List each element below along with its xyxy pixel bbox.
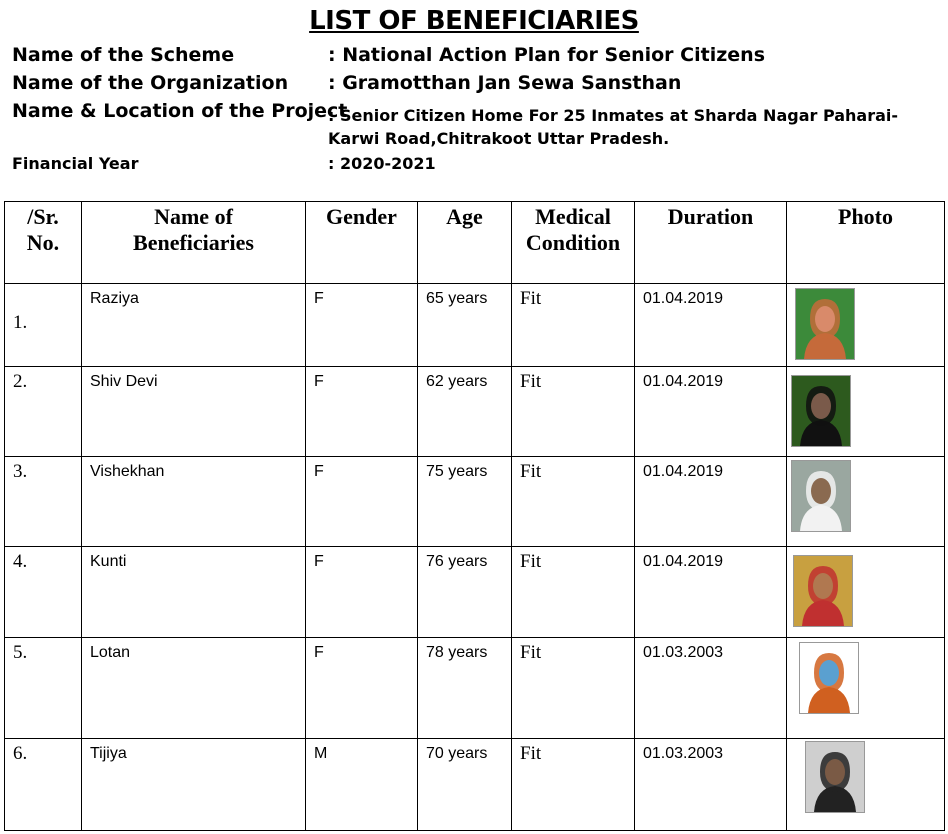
scheme-value: : National Action Plan for Senior Citizens: [328, 44, 765, 66]
header-gender: Gender: [306, 202, 418, 284]
header-age: Age: [418, 202, 512, 284]
duration-text: 01.04.2019: [643, 553, 724, 570]
sr-cell: [5, 457, 82, 547]
table-row: [5, 547, 945, 638]
scheme-row: [12, 44, 942, 72]
table-row: [5, 457, 945, 547]
table-row: [5, 367, 945, 457]
project-row: [12, 100, 942, 154]
sr-text: 5.: [13, 642, 28, 663]
organization-row: [12, 72, 942, 100]
age-text: 65 years: [426, 290, 488, 307]
photo-cell: [787, 367, 945, 457]
name-cell: [82, 638, 306, 739]
age-text: 70 years: [426, 745, 488, 762]
gender-text: F: [314, 644, 324, 661]
duration-cell: [635, 547, 787, 638]
age-cell: [418, 457, 512, 547]
duration-text: 01.04.2019: [643, 290, 724, 307]
beneficiary-photo: [795, 288, 855, 360]
beneficiary-photo: [805, 741, 865, 813]
age-cell: [418, 284, 512, 367]
medical-condition-cell: [512, 739, 635, 831]
medical-condition-text: Fit: [520, 288, 542, 309]
table-row: [5, 739, 945, 831]
gender-cell: [306, 367, 418, 457]
gender-text: M: [314, 745, 328, 762]
gender-text: F: [314, 290, 324, 307]
photo-cell: [787, 739, 945, 831]
table-row: [5, 638, 945, 739]
sr-cell: [5, 367, 82, 457]
name-text: Kunti: [90, 553, 127, 570]
sr-cell: [5, 284, 82, 367]
header-medical-condition: Medical Condition: [512, 202, 635, 284]
gender-cell: [306, 739, 418, 831]
name-text: Shiv Devi: [90, 373, 158, 390]
medical-condition-text: Fit: [520, 371, 542, 392]
organization-value: : Gramotthan Jan Sewa Sansthan: [328, 72, 682, 94]
organization-label: Name of the Organization: [12, 72, 289, 94]
gender-text: F: [314, 373, 324, 390]
photo-cell: [787, 457, 945, 547]
beneficiary-photo: [791, 375, 851, 447]
age-cell: [418, 547, 512, 638]
duration-cell: [635, 739, 787, 831]
duration-text: 01.04.2019: [643, 463, 724, 480]
name-cell: [82, 547, 306, 638]
gender-text: F: [314, 553, 324, 570]
gender-cell: [306, 547, 418, 638]
sr-cell: [5, 638, 82, 739]
sr-cell: [5, 739, 82, 831]
gender-cell: [306, 284, 418, 367]
medical-condition-cell: [512, 457, 635, 547]
medical-condition-text: Fit: [520, 743, 542, 764]
photo-cell: [787, 284, 945, 367]
header-photo: Photo: [787, 202, 945, 284]
medical-condition-text: Fit: [520, 461, 542, 482]
duration-cell: [635, 367, 787, 457]
sr-text: 6.: [13, 743, 28, 764]
duration-text: 01.03.2003: [643, 644, 724, 661]
age-cell: [418, 739, 512, 831]
scheme-label: Name of the Scheme: [12, 44, 235, 66]
photo-cell: [787, 638, 945, 739]
financial-year-label: Financial Year: [12, 154, 139, 173]
medical-condition-cell: [512, 547, 635, 638]
name-cell: [82, 367, 306, 457]
page-title: LIST OF BENEFICIARIES: [309, 6, 639, 36]
age-text: 62 years: [426, 373, 488, 390]
project-value: : Senior Citizen Home For 25 Inmates at Sharda Nagar Paharai-Karwi Road,Chitrakoot Uttar Pradesh.: [328, 106, 899, 148]
medical-condition-cell: [512, 367, 635, 457]
gender-text: F: [314, 463, 324, 480]
duration-cell: [635, 638, 787, 739]
duration-text: 01.03.2003: [643, 745, 724, 762]
header-duration: Duration: [635, 202, 787, 284]
sr-text: 4.: [13, 551, 28, 572]
age-text: 78 years: [426, 644, 488, 661]
duration-cell: [635, 457, 787, 547]
medical-condition-cell: [512, 284, 635, 367]
beneficiary-photo: [799, 642, 859, 714]
name-cell: [82, 284, 306, 367]
financial-year-value: : 2020-2021: [328, 154, 436, 173]
name-text: Vishekhan: [90, 463, 165, 480]
age-text: 75 years: [426, 463, 488, 480]
gender-cell: [306, 457, 418, 547]
sr-cell: [5, 547, 82, 638]
project-label: Name & Location of the Project: [12, 100, 348, 122]
gender-cell: [306, 638, 418, 739]
beneficiary-photo: [793, 555, 853, 627]
name-text: Tijiya: [90, 745, 127, 762]
sr-text: 3.: [13, 461, 28, 482]
beneficiaries-table: [4, 201, 945, 831]
name-text: Lotan: [90, 644, 131, 661]
name-cell: [82, 739, 306, 831]
sr-text: 2.: [13, 371, 28, 392]
medical-condition-cell: [512, 638, 635, 739]
table-row: [5, 284, 945, 367]
medical-condition-text: Fit: [520, 551, 542, 572]
duration-cell: [635, 284, 787, 367]
duration-text: 01.04.2019: [643, 373, 724, 390]
header-sr-no: /Sr. No.: [5, 202, 82, 284]
header-name: Name of Beneficiaries: [82, 202, 306, 284]
beneficiary-photo: [791, 460, 851, 532]
table-header-row: [5, 202, 945, 284]
sr-text: 1.: [13, 312, 28, 333]
photo-cell: [787, 547, 945, 638]
age-cell: [418, 367, 512, 457]
name-cell: [82, 457, 306, 547]
age-text: 76 years: [426, 553, 488, 570]
scheme-details: [12, 44, 942, 173]
age-cell: [418, 638, 512, 739]
name-text: Raziya: [90, 290, 139, 307]
medical-condition-text: Fit: [520, 642, 542, 663]
